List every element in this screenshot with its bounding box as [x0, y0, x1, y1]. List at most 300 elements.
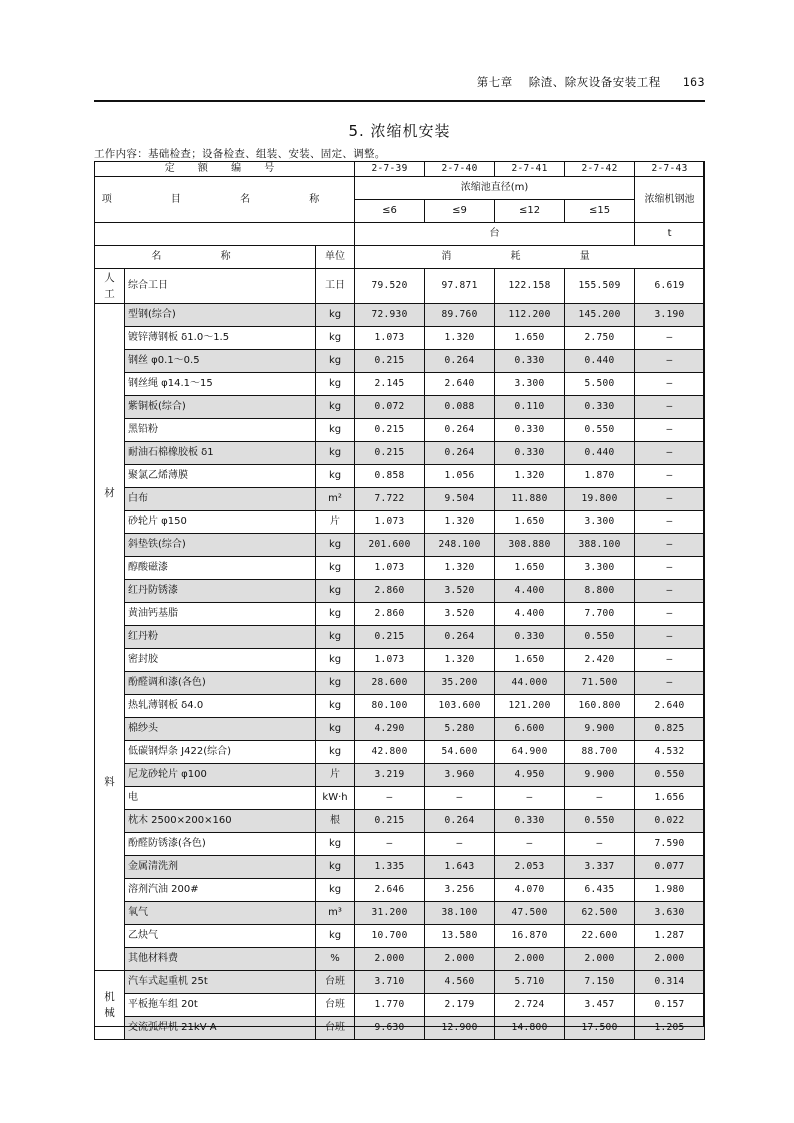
table-row [95, 603, 705, 626]
item-name: 棉纱头 [125, 718, 316, 741]
header-divider [94, 100, 705, 102]
name-column-header: 名 称 [95, 246, 316, 269]
consumption-value: 112.200 [495, 304, 565, 327]
consumption-value: 0.825 [635, 718, 705, 741]
consumption-value: 62.500 [565, 902, 635, 925]
item-name: 低碳钢焊条 J422(综合) [125, 741, 316, 764]
consumption-value: — [635, 396, 705, 419]
consumption-value: 0.858 [355, 465, 425, 488]
consumption-value: 71.500 [565, 672, 635, 695]
item-unit: kg [316, 396, 355, 419]
table-row [95, 580, 705, 603]
consumption-value: 17.500 [565, 1017, 635, 1040]
consumption-value: 3.300 [495, 373, 565, 396]
item-name: 汽车式起重机 25t [125, 971, 316, 994]
table-row [95, 649, 705, 672]
table-row [95, 557, 705, 580]
consumption-value: 155.509 [565, 269, 635, 304]
table-row [95, 741, 705, 764]
consumption-value: 3.256 [425, 879, 495, 902]
consumption-value: 0.550 [565, 626, 635, 649]
consumption-value: 1.335 [355, 856, 425, 879]
item-unit: kg [316, 879, 355, 902]
consumption-value: 1.643 [425, 856, 495, 879]
consumption-value: 1.650 [495, 327, 565, 350]
consumption-value: 7.700 [565, 603, 635, 626]
consumption-value: 1.320 [425, 511, 495, 534]
consumption-value: 4.532 [635, 741, 705, 764]
item-name: 氧气 [125, 902, 316, 925]
consumption-value: 1.073 [355, 327, 425, 350]
category-char: 材 [104, 486, 115, 499]
table-row [95, 419, 705, 442]
item-name: 镀锌薄钢板 δ1.0～1.5 [125, 327, 316, 350]
consumption-value: 6.435 [565, 879, 635, 902]
item-name: 其他材料费 [125, 948, 316, 971]
quota-code: 2-7-41 [495, 162, 565, 177]
consumption-value: 1.320 [425, 649, 495, 672]
consumption-value: — [635, 442, 705, 465]
consumption-value: 5.500 [565, 373, 635, 396]
item-unit: kg [316, 304, 355, 327]
consumption-value: 0.440 [565, 350, 635, 373]
consumption-value: 2.420 [565, 649, 635, 672]
item-unit: kg [316, 856, 355, 879]
table-row [95, 810, 705, 833]
consumption-value: 0.550 [565, 419, 635, 442]
consumption-value: 0.330 [495, 350, 565, 373]
consumption-value: 1.656 [635, 787, 705, 810]
table-row [95, 925, 705, 948]
table-row [95, 442, 705, 465]
table-row [95, 269, 705, 304]
item-unit: kg [316, 442, 355, 465]
item-unit: kg [316, 649, 355, 672]
item-name: 酚醛调和漆(各色) [125, 672, 316, 695]
consumption-value: 7.150 [565, 971, 635, 994]
diameter-label: 浓缩池直径(m) [355, 177, 635, 200]
consumption-value: 22.600 [565, 925, 635, 948]
consumption-value: 0.072 [355, 396, 425, 419]
item-name: 金属清洗剂 [125, 856, 316, 879]
consumption-value: 47.500 [495, 902, 565, 925]
item-name: 溶剂汽油 200# [125, 879, 316, 902]
item-unit: kg [316, 695, 355, 718]
consumption-value: 0.110 [495, 396, 565, 419]
consumption-value: 80.100 [355, 695, 425, 718]
item-name: 综合工日 [125, 269, 316, 304]
consumption-value: 160.800 [565, 695, 635, 718]
consumption-value: 4.290 [355, 718, 425, 741]
item-unit: kg [316, 327, 355, 350]
consumption-value: 31.200 [355, 902, 425, 925]
category-char: 人 [104, 272, 115, 284]
work-content: 工作内容：基础检查；设备检查、组装、安装、固定、调整。 [94, 148, 386, 160]
consumption-value: 14.800 [495, 1017, 565, 1040]
consumption-value: — [355, 833, 425, 856]
consumption-value: 2.000 [355, 948, 425, 971]
consumption-value: 1.205 [635, 1017, 705, 1040]
consumption-value: 122.158 [495, 269, 565, 304]
consumption-value: 1.650 [495, 649, 565, 672]
item-unit: kg [316, 350, 355, 373]
consumption-value: 3.710 [355, 971, 425, 994]
consumption-value: — [635, 557, 705, 580]
item-unit: % [316, 948, 355, 971]
unit-tai: 台 [355, 223, 635, 246]
consumption-value: 1.870 [565, 465, 635, 488]
consumption-value: 35.200 [425, 672, 495, 695]
consumption-value: — [635, 649, 705, 672]
consumption-value: 2.860 [355, 603, 425, 626]
consumption-value: 2.750 [565, 327, 635, 350]
consumption-value: 11.880 [495, 488, 565, 511]
unit-t: t [635, 223, 705, 246]
table-row [95, 396, 705, 419]
category-char: 机 [104, 991, 115, 1003]
table-row [95, 948, 705, 971]
consumption-value: 2.000 [425, 948, 495, 971]
diameter-value: ≤9 [425, 200, 495, 223]
consumption-value: 1.650 [495, 511, 565, 534]
quota-code: 2-7-40 [425, 162, 495, 177]
item-name: 平板拖车组 20t [125, 994, 316, 1017]
consumption-value: 2.145 [355, 373, 425, 396]
consumption-value: 0.550 [565, 810, 635, 833]
consumption-value: 2.860 [355, 580, 425, 603]
consumption-value: 2.724 [495, 994, 565, 1017]
item-unit: kg [316, 373, 355, 396]
consumption-value: 44.000 [495, 672, 565, 695]
consumption-value: 1.320 [495, 465, 565, 488]
consumption-value: 0.440 [565, 442, 635, 465]
consumption-value: — [495, 833, 565, 856]
consumption-value: — [635, 419, 705, 442]
item-name: 密封胶 [125, 649, 316, 672]
item-name: 红丹粉 [125, 626, 316, 649]
consumption-value: 0.215 [355, 442, 425, 465]
consumption-value: 0.314 [635, 971, 705, 994]
consumption-value: 5.280 [425, 718, 495, 741]
item-name: 白布 [125, 488, 316, 511]
chapter-label: 第七章 [476, 75, 513, 89]
consumption-value: 0.330 [495, 442, 565, 465]
page-header [94, 74, 705, 100]
table-row [95, 350, 705, 373]
consumption-value: — [425, 787, 495, 810]
table-row [95, 902, 705, 925]
consumption-value: 3.520 [425, 580, 495, 603]
consumption-value: 3.630 [635, 902, 705, 925]
consumption-value: 0.215 [355, 810, 425, 833]
item-unit: kg [316, 603, 355, 626]
consumption-value: 0.550 [635, 764, 705, 787]
consumption-value: — [635, 465, 705, 488]
consumption-value: — [425, 833, 495, 856]
consumption-value: 38.100 [425, 902, 495, 925]
item-unit: kg [316, 465, 355, 488]
quota-code: 2-7-39 [355, 162, 425, 177]
item-unit: kg [316, 741, 355, 764]
item-unit: kg [316, 833, 355, 856]
table-row [95, 488, 705, 511]
consumption-value: 54.600 [425, 741, 495, 764]
item-unit: kg [316, 626, 355, 649]
consumption-value: 248.100 [425, 534, 495, 557]
consumption-value: 0.330 [565, 396, 635, 419]
consumption-value: — [635, 603, 705, 626]
item-unit: kg [316, 557, 355, 580]
consumption-value: — [635, 626, 705, 649]
item-unit: kg [316, 925, 355, 948]
consumption-value: 0.215 [355, 626, 425, 649]
item-unit: 根 [316, 810, 355, 833]
item-name: 耐油石棉橡胶板 δ1 [125, 442, 316, 465]
table-row [95, 534, 705, 557]
consumption-value: 13.580 [425, 925, 495, 948]
item-name: 黑铅粉 [125, 419, 316, 442]
consumption-value: 5.710 [495, 971, 565, 994]
consumption-value: 3.337 [565, 856, 635, 879]
table-row [95, 718, 705, 741]
category-char: 工 [104, 288, 115, 300]
item-unit: kg [316, 672, 355, 695]
consumption-value: — [635, 672, 705, 695]
consumption-value: 2.179 [425, 994, 495, 1017]
page-number: 163 [682, 75, 705, 89]
consumption-value: 1.287 [635, 925, 705, 948]
item-unit: kg [316, 718, 355, 741]
item-unit: 片 [316, 511, 355, 534]
table-row [95, 879, 705, 902]
consumption-value: 9.504 [425, 488, 495, 511]
item-unit: kg [316, 534, 355, 557]
consumption-value: — [635, 488, 705, 511]
consumption-value: 9.630 [355, 1017, 425, 1040]
item-unit: 台班 [316, 971, 355, 994]
consumption-value: 1.320 [425, 557, 495, 580]
consumption-value: 42.800 [355, 741, 425, 764]
consumption-value: 2.640 [425, 373, 495, 396]
consumption-value: 0.264 [425, 626, 495, 649]
consumption-value: 308.880 [495, 534, 565, 557]
consumption-value: 3.300 [565, 557, 635, 580]
item-name: 电 [125, 787, 316, 810]
consumption-value: 121.200 [495, 695, 565, 718]
consumption-value: 72.930 [355, 304, 425, 327]
consumption-value: 2.000 [495, 948, 565, 971]
consumption-value: 0.330 [495, 626, 565, 649]
consumption-value: 4.400 [495, 580, 565, 603]
consumption-value: — [635, 373, 705, 396]
consumption-value: — [565, 787, 635, 810]
consumption-value: 16.870 [495, 925, 565, 948]
item-name: 乙炔气 [125, 925, 316, 948]
diameter-value: ≤15 [565, 200, 635, 223]
consumption-value: 3.960 [425, 764, 495, 787]
consumption-value: 9.900 [565, 718, 635, 741]
consumption-value: 4.070 [495, 879, 565, 902]
consumption-value: 6.600 [495, 718, 565, 741]
item-name: 酚醛防锈漆(各色) [125, 833, 316, 856]
consumption-value: 2.000 [565, 948, 635, 971]
category-char: 料 [104, 775, 115, 788]
item-name: 交流弧焊机 21kV·A [125, 1017, 316, 1040]
consumption-value: — [635, 534, 705, 557]
table-row [95, 787, 705, 810]
table-row [95, 626, 705, 649]
item-name-label: 项 目 名 称 [95, 177, 355, 223]
table-row [95, 833, 705, 856]
item-name: 尼龙砂轮片 φ100 [125, 764, 316, 787]
consumption-value: 9.900 [565, 764, 635, 787]
consumption-value: 89.760 [425, 304, 495, 327]
consumption-value: 1.056 [425, 465, 495, 488]
consumption-value: 0.157 [635, 994, 705, 1017]
consumption-value: 201.600 [355, 534, 425, 557]
blank-cell [95, 223, 355, 246]
consumption-value: 3.190 [635, 304, 705, 327]
category-text [95, 348, 124, 926]
quota-code: 2-7-42 [565, 162, 635, 177]
item-unit: kW·h [316, 787, 355, 810]
table-row [95, 994, 705, 1017]
consumption-value: 1.770 [355, 994, 425, 1017]
table-row [95, 695, 705, 718]
consumption-value: 2.000 [635, 948, 705, 971]
consumption-value: 7.590 [635, 833, 705, 856]
consumption-value: — [635, 580, 705, 603]
diameter-value: ≤6 [355, 200, 425, 223]
item-name: 热轧薄钢板 δ4.0 [125, 695, 316, 718]
table-row [95, 304, 705, 327]
consumption-value: 88.700 [565, 741, 635, 764]
table-row [95, 764, 705, 787]
consumption-value: 0.215 [355, 350, 425, 373]
item-unit: m² [316, 488, 355, 511]
table-row [95, 856, 705, 879]
consumption-value: 4.950 [495, 764, 565, 787]
consumption-value: — [635, 350, 705, 373]
consumption-value: 1.650 [495, 557, 565, 580]
consumption-value: 79.520 [355, 269, 425, 304]
item-name: 斜垫铁(综合) [125, 534, 316, 557]
consumption-value: 1.073 [355, 557, 425, 580]
consumption-value: 0.264 [425, 442, 495, 465]
page-title: 5. 浓缩机安装 [348, 122, 451, 140]
consumption-value: 3.520 [425, 603, 495, 626]
category-text [95, 272, 124, 300]
diameter-value: ≤12 [495, 200, 565, 223]
consumption-value: — [355, 787, 425, 810]
item-name: 醇酸磁漆 [125, 557, 316, 580]
table-row [95, 1017, 705, 1040]
consumption-value: 4.400 [495, 603, 565, 626]
consumption-value: 0.330 [495, 810, 565, 833]
consumption-value: 12.900 [425, 1017, 495, 1040]
item-unit: 台班 [316, 1017, 355, 1040]
consumption-value: 103.600 [425, 695, 495, 718]
item-unit: kg [316, 580, 355, 603]
consumption-value: 1.320 [425, 327, 495, 350]
table-row [95, 373, 705, 396]
item-name: 砂轮片 φ150 [125, 511, 316, 534]
consumption-value: 1.073 [355, 649, 425, 672]
consumption-value: 3.457 [565, 994, 635, 1017]
category-label [95, 269, 125, 304]
item-name: 红丹防锈漆 [125, 580, 316, 603]
consumption-value: 0.264 [425, 810, 495, 833]
category-text [95, 975, 124, 1035]
item-unit: 工日 [316, 269, 355, 304]
consumption-value: 4.560 [425, 971, 495, 994]
item-name: 型钢(综合) [125, 304, 316, 327]
quota-code-label: 定 额 编 号 [95, 162, 355, 177]
category-label [95, 304, 125, 971]
item-name: 枕木 2500×200×160 [125, 810, 316, 833]
item-unit: 台班 [316, 994, 355, 1017]
table-row [95, 327, 705, 350]
item-name: 钢丝 φ0.1～0.5 [125, 350, 316, 373]
consumption-value: — [635, 327, 705, 350]
consumption-value: 6.619 [635, 269, 705, 304]
consumption-value: 0.022 [635, 810, 705, 833]
consumption-value: 28.600 [355, 672, 425, 695]
consumption-value: 0.264 [425, 419, 495, 442]
consumption-value: — [635, 511, 705, 534]
quota-code: 2-7-43 [635, 162, 705, 177]
table-row [95, 672, 705, 695]
item-name: 黄油钙基脂 [125, 603, 316, 626]
consumption-value: 388.100 [565, 534, 635, 557]
item-unit: m³ [316, 902, 355, 925]
quota-table [94, 161, 705, 1040]
consumption-value: 97.871 [425, 269, 495, 304]
item-name: 聚氯乙烯薄膜 [125, 465, 316, 488]
consumption-value: 1.073 [355, 511, 425, 534]
consumption-value: 7.722 [355, 488, 425, 511]
consumption-column-header: 消 耗 量 [355, 246, 705, 269]
category-char: 械 [104, 1007, 115, 1019]
item-name: 钢丝绳 φ14.1～15 [125, 373, 316, 396]
consumption-value: 1.980 [635, 879, 705, 902]
consumption-value: 0.088 [425, 396, 495, 419]
consumption-value: 0.077 [635, 856, 705, 879]
consumption-value: 2.053 [495, 856, 565, 879]
consumption-value: 2.646 [355, 879, 425, 902]
table-row [95, 511, 705, 534]
item-unit: 片 [316, 764, 355, 787]
consumption-value: 2.640 [635, 695, 705, 718]
item-name: 紫铜板(综合) [125, 396, 316, 419]
consumption-value: 64.900 [495, 741, 565, 764]
consumption-value: 145.200 [565, 304, 635, 327]
consumption-value: 8.800 [565, 580, 635, 603]
consumption-value: 10.700 [355, 925, 425, 948]
consumption-value: 19.800 [565, 488, 635, 511]
consumption-value: 0.264 [425, 350, 495, 373]
tank-label: 浓缩机钢池 [635, 177, 705, 223]
consumption-value: — [565, 833, 635, 856]
consumption-value: 3.300 [565, 511, 635, 534]
consumption-value: 3.219 [355, 764, 425, 787]
consumption-value: — [495, 787, 565, 810]
table-row [95, 465, 705, 488]
item-unit: kg [316, 419, 355, 442]
section-label: 除渣、除灰设备安装工程 [528, 75, 661, 89]
consumption-value: 0.215 [355, 419, 425, 442]
consumption-value: 0.330 [495, 419, 565, 442]
